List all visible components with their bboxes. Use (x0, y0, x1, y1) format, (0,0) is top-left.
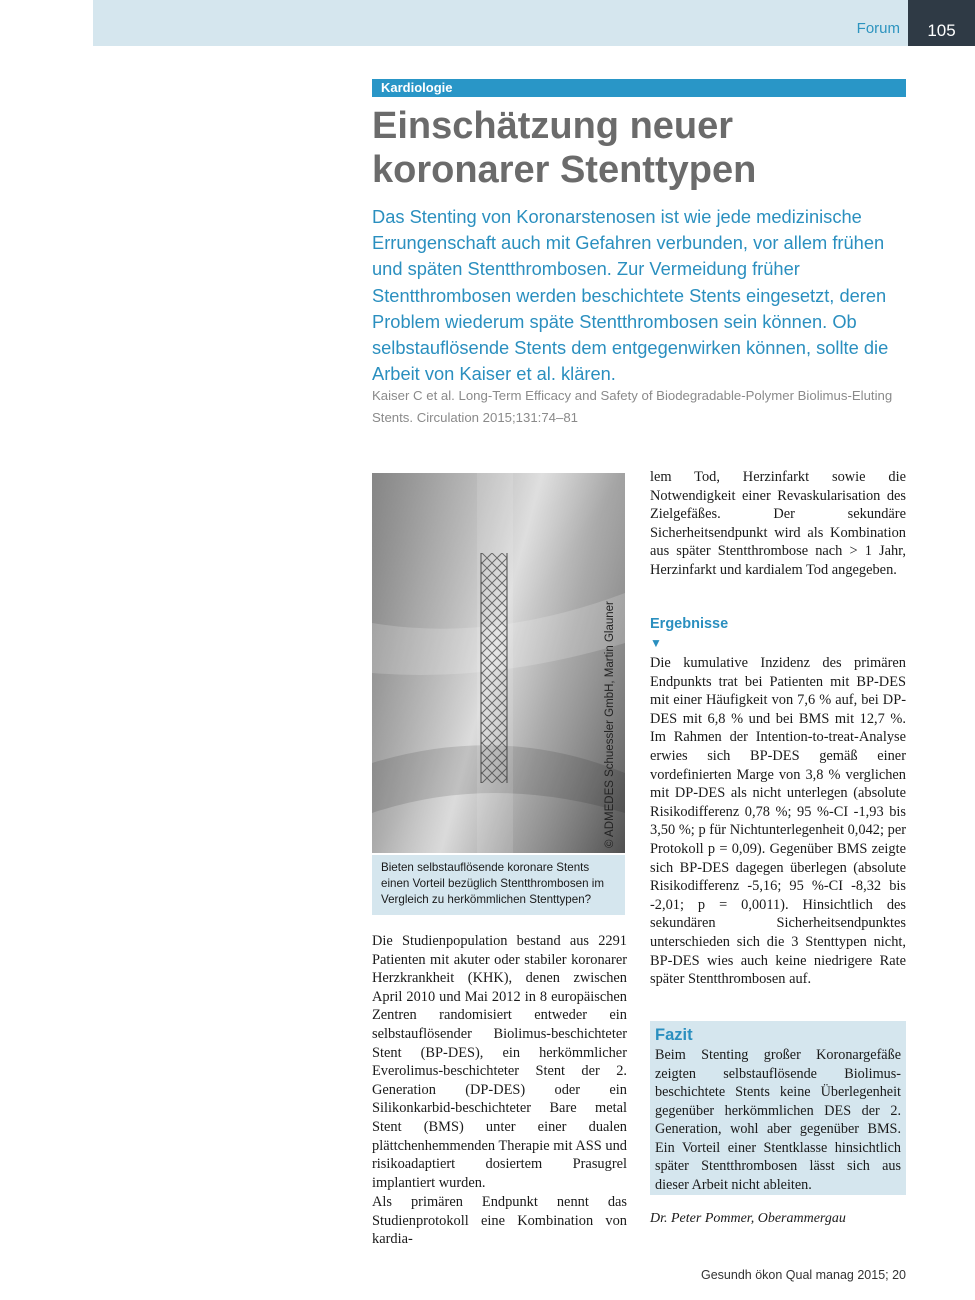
article-lead: Das Stenting von Koronarstenosen ist wie jede medizinische Errungenschaft auch mit Gefahren verbunden, vor allem frühen und späten Stentthrombosen. Zur Vermeidung früher Stentthrombosen werden beschichtete Stents eingesetzt, deren Problem wiederum späte Stentthrombosen sein können. Ob selbstauflösende Stents dem entgegenwirken können, sollte die Arbeit von Kaiser et al. klären. (372, 206, 889, 385)
body-paragraph: Als primären Endpunkt nennt das Studienprotokoll eine Kombination von kardia- (372, 1194, 627, 1248)
results-paragraph: Die kumulative Inzidenz des primären Endpunkts trat bei Patienten mit BP-DES mit einer Häufigkeit von 7,6 % auf, bei DP-DES mit 6,8 % und bei BMS mit 12,7 %. Im Rahmen der Intention-to-treat-Analyse erwies sich BP-DES gemäß einer vordefinierten Marge von 3,8 % verglichen mit DP-DES als nicht unterlegen (absolute Risikodifferenz 0,78 %; 95 %-CI -1,93 bis 3,50 %; p für Nichtunterlegenheit 0,042; per Protokoll p = 0,09). Gegenüber BMS zeigte sich BP-DES dagegen überlegen (absolute Risikodifferenz -5,16; 95 %-CI -8,32 bis -2,01; p = 0,0011). Hinsichtlich des sekundären Sicherheitsendpunktes unterschieden sich die 3 Stenttypen nicht, BP-DES wies auch keine niedrigere Rate später Stentthrombosen auf. (650, 655, 906, 988)
stent-illustration (372, 473, 625, 853)
conclusion-heading: Fazit (655, 1026, 693, 1044)
conclusion-box (650, 1021, 906, 1195)
journal-footer: Gesundh ökon Qual manag 2015; 20 (700, 1268, 906, 1282)
body-paragraph: lem Tod, Herzinfarkt sowie die Notwendigkeit einer Revaskularisation des Zielgefäßes. Der sekundäre Sicherheitsendpunkt wird als Kombination aus später Stentthrombose nach > 1 Jahr, Herzinfarkt und kardialem Tod angegeben. (650, 469, 906, 578)
article-citation: Kaiser C et al. Long-Term Efficacy and Safety of Biodegradable-Polymer Biolimus-Eluting Stents. Circulation 2015;131:74–81 (372, 388, 893, 425)
article-title: Einschätzung neuer koronarer Stenttypen (372, 105, 757, 191)
triangle-down-icon: ▼ (650, 636, 662, 650)
section-label: Forum (856, 20, 900, 37)
body-paragraph: Die Studienpopulation bestand aus 2291 Patienten mit akuter oder stabiler koronarer Herzkrankheit (KHK), denen zwischen April 2010 und Mai 2012 in 8 europäischen Zentren randomisiert entweder ein selbstauflösender Biolimus-beschichteter Stent (BP-DES), ein herkömmlicher Everolimus-beschichteter Stent der 2. Generation (DP-DES) oder ein Silikonkarbid-beschichteter Bare metal Stent (BMS) unter einer dualen plättchenhemmenden Therapie mit ASS und risikoadaptiert dosiertem Prasugrel implantiert wurden. (372, 933, 627, 1191)
conclusion-text: Beim Stenting großer Koronargefäße zeigten selbstauflösende Biolimus-beschichtete Stents keine Überlegenheit gegenüber herkömmlichen DES der 2. Generation, wohl aber gegenüber BMS. Ein Vorteil einer Stentklasse hinsichtlich später Stentthrombosen lässt sich aus dieser Arbeit nicht ableiten. (655, 1047, 901, 1193)
results-heading: Ergebnisse (650, 616, 729, 632)
stent-photo (372, 473, 625, 853)
topic-label: Kardiologie (372, 79, 906, 97)
author-signature: Dr. Peter Pommer, Oberammergau (650, 1211, 846, 1226)
figure-caption: Bieten selbstauflösende koronare Stents einen Vorteil bezüglich Stentthrombosen im Vergleich zu herkömmlichen Stenttypen? (372, 855, 625, 915)
photo-credit: © ADMEDES Schuessler GmbH, Martin Glauner (604, 601, 616, 848)
page-number: 105 (908, 0, 975, 46)
